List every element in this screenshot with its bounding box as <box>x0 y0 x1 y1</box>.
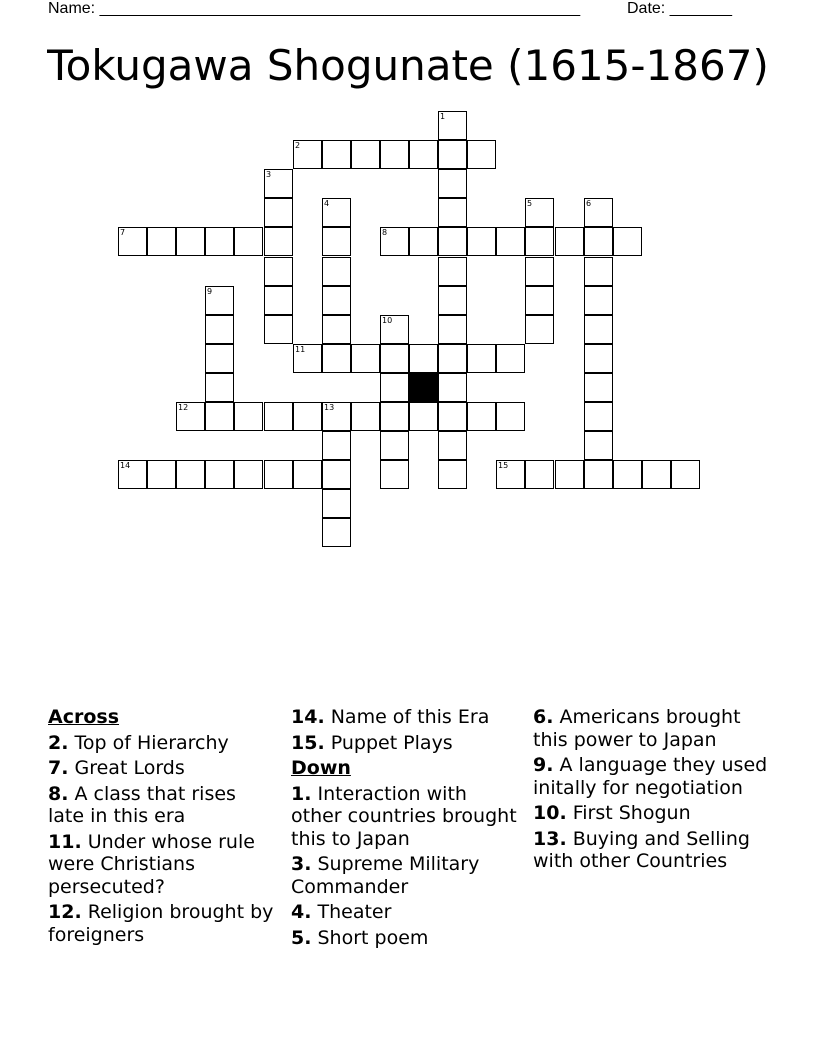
clue-number: 3. <box>291 853 312 875</box>
crossword-cell[interactable] <box>467 227 496 256</box>
clue-column-1 <box>48 703 276 946</box>
crossword-cell[interactable] <box>525 227 554 256</box>
clue-number-label: 7 <box>120 228 126 237</box>
crossword-cell[interactable] <box>322 286 351 315</box>
clue-text: First Shogun <box>572 802 691 824</box>
crossword-cell[interactable] <box>351 344 380 373</box>
clue-text: Supreme Military Commander <box>291 853 480 898</box>
crossword-cell[interactable] <box>147 460 176 489</box>
crossword-cell[interactable] <box>205 344 234 373</box>
crossword-cell[interactable] <box>322 431 351 460</box>
crossword-cell[interactable] <box>205 460 234 489</box>
clue-number-label: 6 <box>586 199 592 208</box>
crossword-cell[interactable] <box>496 460 525 489</box>
down-clue-4 <box>291 901 519 924</box>
crossword-cell[interactable] <box>322 315 351 344</box>
clue-text: Americans brought this power to Japan <box>533 706 741 751</box>
crossword-cell[interactable] <box>293 140 322 169</box>
crossword-cell[interactable] <box>234 460 263 489</box>
crossword-cell[interactable] <box>584 257 613 286</box>
crossword-cell[interactable] <box>584 227 613 256</box>
crossword-cell[interactable] <box>118 227 147 256</box>
clue-number: 15. <box>291 731 325 754</box>
crossword-cell[interactable] <box>380 227 409 256</box>
black-square <box>409 373 438 402</box>
crossword-cell[interactable] <box>147 227 176 256</box>
down-clue-13 <box>533 828 773 873</box>
crossword-cell[interactable] <box>351 140 380 169</box>
down-clue-10 <box>533 802 773 825</box>
crossword-cell[interactable] <box>380 140 409 169</box>
crossword-cell[interactable] <box>264 169 293 198</box>
clue-column-3 <box>533 703 773 873</box>
clue-number: 8. <box>48 782 69 805</box>
crossword-cell[interactable] <box>613 227 642 256</box>
crossword-cell[interactable] <box>584 460 613 489</box>
crossword-cell[interactable] <box>205 402 234 431</box>
clue-number-label: 10 <box>382 316 393 325</box>
clue-number-label: 1 <box>440 112 446 121</box>
crossword-cell[interactable] <box>525 315 554 344</box>
crossword-cell[interactable] <box>438 257 467 286</box>
across-clue-8 <box>48 783 276 828</box>
down-clue-9 <box>533 754 773 799</box>
clue-number: 5. <box>291 926 312 949</box>
crossword-cell[interactable] <box>322 460 351 489</box>
down-clue-6 <box>533 706 773 751</box>
crossword-cell[interactable] <box>380 460 409 489</box>
clue-text: Name of this Era <box>330 706 490 728</box>
crossword-cell[interactable] <box>380 373 409 402</box>
crossword-cell[interactable] <box>380 344 409 373</box>
clue-number: 12. <box>48 901 82 923</box>
down-clue-1 <box>291 783 519 851</box>
across-clue-2 <box>48 732 276 755</box>
crossword-cell[interactable] <box>467 344 496 373</box>
clue-number-label: 14 <box>120 461 131 470</box>
crossword-cell[interactable] <box>438 111 467 140</box>
crossword-cell[interactable] <box>438 402 467 431</box>
page-title: Tokugawa Shogunate (1615-1867) <box>47 41 769 90</box>
crossword-cell[interactable] <box>467 140 496 169</box>
crossword-cell[interactable] <box>264 198 293 227</box>
clue-text: Theater <box>317 901 392 923</box>
crossword-cell[interactable] <box>176 460 205 489</box>
clue-text: Buying and Selling with other Countries <box>533 827 750 872</box>
crossword-cell[interactable] <box>525 286 554 315</box>
clue-number-label: 5 <box>527 199 533 208</box>
crossword-cell[interactable] <box>584 198 613 227</box>
crossword-cell[interactable] <box>380 402 409 431</box>
crossword-cell[interactable] <box>205 286 234 315</box>
crossword-cell[interactable] <box>351 402 380 431</box>
crossword-cell[interactable] <box>380 315 409 344</box>
crossword-cell[interactable] <box>322 518 351 547</box>
crossword-cell[interactable] <box>671 460 700 489</box>
crossword-cell[interactable] <box>293 344 322 373</box>
crossword-cell[interactable] <box>322 140 351 169</box>
crossword-cell[interactable] <box>438 286 467 315</box>
crossword-cell[interactable] <box>264 315 293 344</box>
crossword-cell[interactable] <box>438 373 467 402</box>
crossword-cell[interactable] <box>380 431 409 460</box>
clue-number: 6. <box>533 706 554 728</box>
clue-text: Top of Hierarchy <box>74 731 229 754</box>
crossword-cell[interactable] <box>322 198 351 227</box>
clue-text: Puppet Plays <box>330 731 453 754</box>
crossword-cell[interactable] <box>264 402 293 431</box>
crossword-cell[interactable] <box>438 169 467 198</box>
crossword-cell[interactable] <box>293 402 322 431</box>
date-field-line: Date: _______ <box>627 0 732 17</box>
across-clue-12 <box>48 901 276 946</box>
name-field-line: Name: ______________________________________________________ <box>48 0 581 17</box>
crossword-cell[interactable] <box>438 227 467 256</box>
clue-text: Religion brought by foreigners <box>48 901 274 946</box>
crossword-cell[interactable] <box>322 344 351 373</box>
crossword-cell[interactable] <box>409 402 438 431</box>
crossword-cell[interactable] <box>264 286 293 315</box>
clue-number-label: 8 <box>382 228 388 237</box>
crossword-cell[interactable] <box>234 402 263 431</box>
crossword-cell[interactable] <box>205 315 234 344</box>
crossword-cell[interactable] <box>264 257 293 286</box>
crossword-cell[interactable] <box>322 402 351 431</box>
clue-column-2 <box>291 703 519 949</box>
crossword-cell[interactable] <box>322 257 351 286</box>
crossword-cell[interactable] <box>205 373 234 402</box>
crossword-cell[interactable] <box>642 460 671 489</box>
down-clue-3 <box>291 853 519 898</box>
crossword-cell[interactable] <box>584 431 613 460</box>
clue-number-label: 3 <box>266 170 272 179</box>
clue-number: 9. <box>533 754 554 776</box>
crossword-cell[interactable] <box>584 286 613 315</box>
clue-text: Short poem <box>317 926 429 949</box>
clue-text: A language they used initally for negotiation <box>533 754 768 799</box>
crossword-cell[interactable] <box>264 460 293 489</box>
crossword-cell[interactable] <box>496 227 525 256</box>
clue-number: 2. <box>48 731 69 754</box>
crossword-cell[interactable] <box>205 227 234 256</box>
clue-number: 11. <box>48 830 82 853</box>
clue-text: Interaction with other countries brought this to Japan <box>291 782 517 850</box>
crossword-cell[interactable] <box>467 402 496 431</box>
clue-number-label: 13 <box>324 403 335 412</box>
clue-number: 10. <box>533 802 567 824</box>
crossword-cell[interactable] <box>438 344 467 373</box>
clue-number: 14. <box>291 706 325 728</box>
crossword-cell[interactable] <box>234 227 263 256</box>
crossword-cell[interactable] <box>118 460 147 489</box>
crossword-cell[interactable] <box>438 140 467 169</box>
crossword-cell[interactable] <box>322 489 351 518</box>
across-clue-7 <box>48 757 276 780</box>
crossword-cell[interactable] <box>555 227 584 256</box>
crossword-cell[interactable] <box>293 460 322 489</box>
clue-number: 1. <box>291 782 312 805</box>
crossword-cell[interactable] <box>409 344 438 373</box>
crossword-cell[interactable] <box>264 227 293 256</box>
crossword-cell[interactable] <box>584 344 613 373</box>
clue-number: 7. <box>48 757 69 779</box>
crossword-cell[interactable] <box>176 227 205 256</box>
crossword-cell[interactable] <box>496 402 525 431</box>
down-clue-5 <box>291 927 519 950</box>
crossword-cell[interactable] <box>438 198 467 227</box>
crossword-cell[interactable] <box>496 344 525 373</box>
crossword-cell[interactable] <box>438 315 467 344</box>
crossword-cell[interactable] <box>525 198 554 227</box>
clue-number-label: 2 <box>295 141 301 150</box>
across-clue-11 <box>48 831 276 899</box>
crossword-cell[interactable] <box>409 140 438 169</box>
clue-number-label: 9 <box>207 287 213 296</box>
crossword-cell[interactable] <box>555 460 584 489</box>
clue-number-label: 12 <box>178 403 189 412</box>
clue-text: A class that rises late in this era <box>48 782 236 827</box>
crossword-cell[interactable] <box>409 227 438 256</box>
crossword-cell[interactable] <box>525 460 554 489</box>
crossword-cell[interactable] <box>584 373 613 402</box>
across-heading: Across <box>48 706 120 728</box>
clue-number-label: 4 <box>324 199 330 208</box>
clue-number-label: 15 <box>498 461 509 470</box>
clue-number-label: 11 <box>295 345 306 354</box>
crossword-cell[interactable] <box>438 460 467 489</box>
crossword-cell[interactable] <box>613 460 642 489</box>
crossword-cell[interactable] <box>176 402 205 431</box>
across-clue-15 <box>291 732 519 755</box>
crossword-cell[interactable] <box>322 227 351 256</box>
clue-number: 4. <box>291 901 312 923</box>
crossword-cell[interactable] <box>584 402 613 431</box>
clue-number: 13. <box>533 827 567 850</box>
clue-text: Under whose rule were Christians persecuted? <box>48 830 255 898</box>
crossword-cell[interactable] <box>438 431 467 460</box>
down-heading: Down <box>291 757 351 779</box>
across-clue-14 <box>291 706 519 729</box>
crossword-cell[interactable] <box>584 315 613 344</box>
crossword-cell[interactable] <box>525 257 554 286</box>
clue-text: Great Lords <box>74 757 185 779</box>
